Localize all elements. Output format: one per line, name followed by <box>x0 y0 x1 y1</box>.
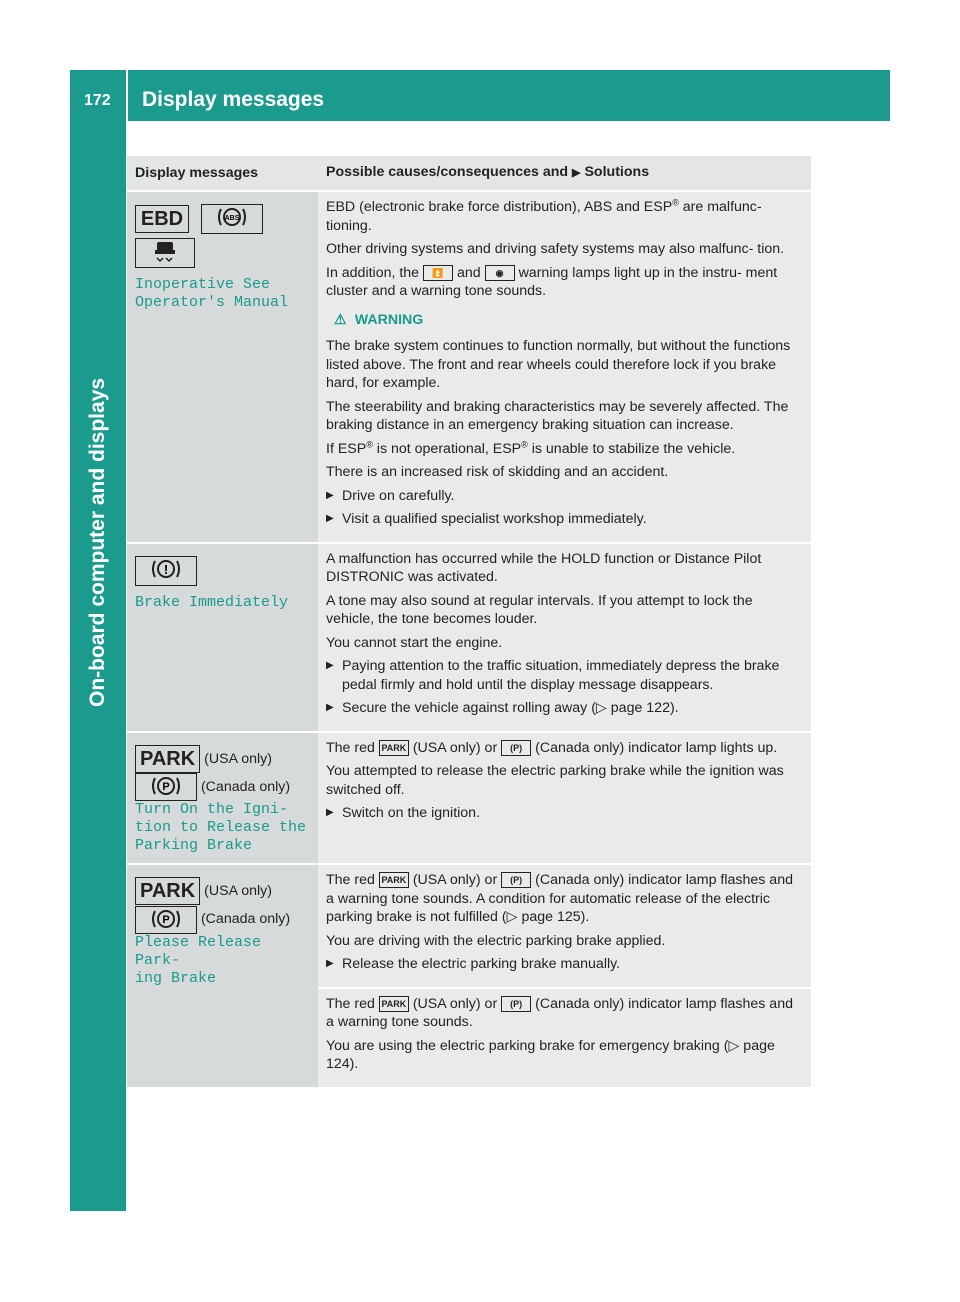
ebd-icon: EBD <box>135 205 189 233</box>
page-header <box>70 70 890 121</box>
solutions-cell <box>318 732 811 865</box>
table-row <box>127 543 811 732</box>
paragraph: The brake system continues to function normally, but without the functions listed above. The front and rear wheels could therefore lock if you brake hard, for example. <box>326 338 791 391</box>
text: (Canada only) indicator lamp flashes and a warning tone sounds. A condition for automatic release of the electric parking brake is not fulfilled (▷ page 125). <box>326 872 793 925</box>
text: (USA only) or <box>412 995 498 1012</box>
display-message-line: Inoperative See <box>135 276 271 293</box>
table-header-row <box>127 156 811 191</box>
usa-label: (USA only) <box>204 883 272 899</box>
parking-brake-lamp-icon: (P) <box>501 872 531 888</box>
usa-label: (USA only) <box>204 750 272 767</box>
solution-step: ▶ Switch on the ignition. <box>326 804 803 823</box>
canada-label: (Canada only) <box>200 911 291 928</box>
text: EBD (electronic brake force distribution), ABS and ESP <box>326 199 673 215</box>
solution-step: ▶ Secure the vehicle against rolling away (▷ page 122). <box>326 699 803 718</box>
display-message-line: ing Brake <box>135 969 217 987</box>
registered-mark: ® <box>366 438 373 449</box>
brake-warning-icon <box>135 556 197 586</box>
section-tab <box>70 121 126 1211</box>
solutions-cell <box>318 864 811 988</box>
text: (USA only) or <box>412 872 498 888</box>
paragraph: The steerability and braking characteristics may be severely affected. The braking distance in an emergency braking situation can increase. <box>326 398 789 433</box>
section-title: On-board computer and displays <box>86 377 109 707</box>
paragraph: A tone may also sound at regular intervals. If you attempt to lock the vehicle, the tone becomes louder. <box>326 592 753 627</box>
parking-brake-icon <box>135 906 197 934</box>
page-number: 172 <box>84 92 111 109</box>
warning-label: WARNING <box>354 311 424 328</box>
icon-group <box>135 745 310 802</box>
paragraph: You are driving with the electric parking brake applied. <box>326 932 666 949</box>
text: (Canada only) indicator lamp flashes and a warning tone sounds. <box>326 995 793 1030</box>
paragraph <box>326 995 803 1032</box>
paragraph <box>326 739 803 758</box>
abs-lamp-icon: ◉ <box>485 265 515 281</box>
registered-mark: ® <box>521 438 528 449</box>
text: and <box>456 264 481 281</box>
paragraph <box>326 871 803 927</box>
solutions-cell <box>318 543 811 732</box>
text: If ESP <box>326 440 367 457</box>
parking-brake-lamp-icon: (P) <box>501 740 531 756</box>
text: warning lamps light up in the instru- ment cluster and a warning tone sounds. <box>326 264 778 299</box>
solutions-cell <box>318 191 811 543</box>
parking-brake-icon <box>135 773 197 801</box>
solution-step: ▶ Drive on carefully. <box>326 487 803 506</box>
paragraph: There is an increased risk of skidding and an accident. <box>326 464 669 480</box>
solutions-cell <box>318 988 811 1087</box>
park-lamp-icon: PARK <box>379 872 409 888</box>
col2-text: Possible causes/consequences and <box>326 164 569 181</box>
text: In addition, the <box>326 264 420 281</box>
arrow-icon: ▶ <box>572 167 581 180</box>
message-cell <box>127 191 318 543</box>
text: is not operational, ESP <box>372 440 522 457</box>
message-cell <box>127 864 318 1087</box>
table-row <box>127 864 811 988</box>
registered-mark: ® <box>672 197 679 208</box>
esp-icon <box>135 238 195 268</box>
page-title: Display messages <box>142 88 325 111</box>
display-message-line: tion to Release the <box>135 819 307 836</box>
paragraph: Other driving systems and driving safety systems may also malfunc- tion. <box>326 241 785 257</box>
park-lamp-icon: PARK <box>379 740 409 756</box>
header-divider <box>126 70 128 121</box>
col2-solutions: Solutions <box>584 164 650 181</box>
svg-text:ABS: ABS <box>224 215 240 222</box>
paragraph: You attempted to release the electric parking brake while the ignition was switched off. <box>326 763 784 798</box>
solution-step: ▶ Release the electric parking brake manually. <box>326 955 803 974</box>
solution-step: ▶ Paying attention to the traffic situation, immediately depress the brake pedal firmly and hold until the display message disappears. <box>326 657 803 694</box>
svg-text:P: P <box>162 913 170 926</box>
display-message-line: Brake Immediately <box>135 593 289 611</box>
paragraph: You cannot start the engine. <box>326 634 503 651</box>
paragraph <box>326 198 803 235</box>
table-row <box>127 732 811 865</box>
park-icon: PARK <box>135 745 200 773</box>
svg-text:!: ! <box>163 561 169 577</box>
park-icon: PARK <box>135 877 200 905</box>
display-message-line: Parking Brake <box>135 837 253 854</box>
icon-group <box>135 556 310 586</box>
display-message-line: Turn On the Igni‑ <box>135 801 289 818</box>
warning-icon: ⚠ <box>334 311 347 328</box>
esp-lamp-icon: ⏫ <box>423 265 453 281</box>
text: (USA only) or <box>412 739 498 756</box>
text: The red <box>326 995 375 1012</box>
paragraph <box>326 264 803 301</box>
text: is unable to stabilize the vehicle. <box>527 440 736 457</box>
col-causes-solutions <box>318 156 811 191</box>
message-cell <box>127 732 318 865</box>
park-lamp-icon: PARK <box>379 996 409 1012</box>
display-message-line: Operator's Manual <box>135 294 289 311</box>
text: The red <box>326 739 375 756</box>
display-message-line: Please Release Park‑ <box>135 933 262 969</box>
warning-heading <box>334 311 803 330</box>
icon-group <box>135 204 310 268</box>
text: are malfunc- tioning. <box>326 199 762 234</box>
col-display-messages: Display messages <box>127 156 318 191</box>
solution-step: ▶ Visit a qualified specialist workshop immediately. <box>326 510 803 529</box>
svg-text:P: P <box>162 781 170 793</box>
text: The red <box>326 872 375 888</box>
icon-group <box>135 877 310 934</box>
paragraph <box>326 440 803 459</box>
paragraph: A malfunction has occurred while the HOLD function or Distance Pilot DISTRONIC was activated. <box>326 550 762 585</box>
canada-label: (Canada only) <box>200 778 291 795</box>
paragraph: You are using the electric parking brake for emergency braking (▷ page 124). <box>326 1037 775 1072</box>
abs-icon <box>201 204 263 234</box>
parking-brake-lamp-icon: (P) <box>501 996 531 1012</box>
display-messages-table <box>127 156 811 1087</box>
text: (Canada only) indicator lamp lights up. <box>535 739 778 756</box>
table-row <box>127 191 811 543</box>
message-cell <box>127 543 318 732</box>
